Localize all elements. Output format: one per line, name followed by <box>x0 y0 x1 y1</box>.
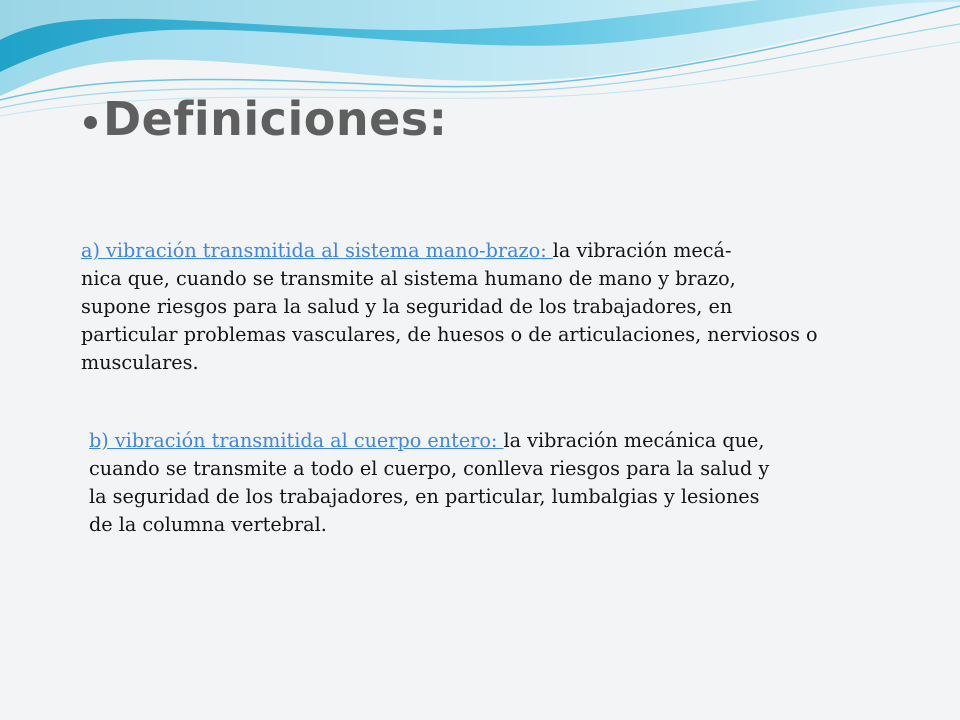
definition-b <box>89 427 819 539</box>
definition-a-term-link[interactable]: a) vibración transmitida al sistema mano-brazo: <box>81 239 553 262</box>
definition-a-line-5: musculares. <box>81 351 199 374</box>
definition-a-line-2: nica que, cuando se transmite al sistema humano de mano y brazo, <box>81 267 736 290</box>
definition-b-line-3: la seguridad de los trabajadores, en particular, lumbalgias y lesiones <box>89 485 760 508</box>
definition-a <box>81 237 871 377</box>
definition-b-line-2: cuando se transmite a todo el cuerpo, conlleva riesgos para la salud y <box>89 457 770 480</box>
bullet-icon <box>84 116 97 129</box>
slide-title: Definiciones: <box>103 92 448 146</box>
definition-a-line-3: supone riesgos para la salud y la seguridad de los trabajadores, en <box>81 295 733 318</box>
slide-title-row <box>84 84 448 154</box>
definition-a-line-4: particular problemas vasculares, de huesos o de articulaciones, nerviosos o <box>81 323 818 346</box>
definition-b-line-4: de la columna vertebral. <box>89 513 327 536</box>
definition-b-line-1: la vibración mecánica que, <box>503 429 765 452</box>
definition-a-line-1: la vibración mecá- <box>552 239 732 262</box>
definition-b-term-link[interactable]: b) vibración transmitida al cuerpo entero: <box>89 429 504 452</box>
